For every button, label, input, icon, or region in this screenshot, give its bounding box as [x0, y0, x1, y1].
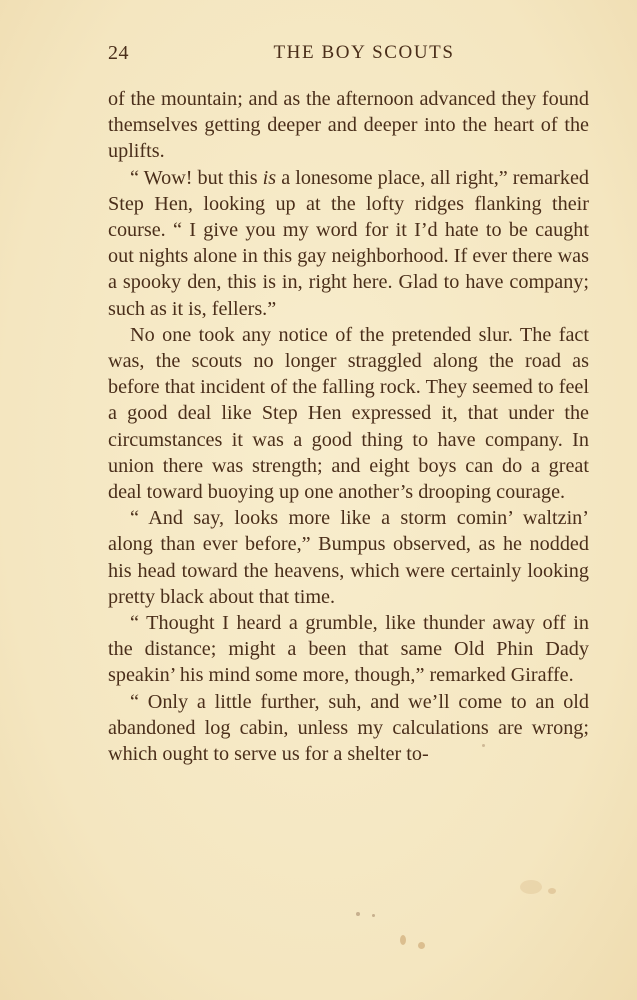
- paragraph-3: [108, 322, 589, 505]
- paragraph-4-text: “ And say, looks more like a storm comin’ waltzin’ along than ever before,” Bumpus observed, as he nodded his head toward the heavens, which were certainly looking pretty black about that time.: [108, 507, 589, 608]
- running-title: THE BOY SCOUTS: [273, 42, 455, 63]
- paragraph-2-emphasis: is: [262, 166, 277, 189]
- page-header: [108, 42, 590, 70]
- paragraph-1-text: of the mountain; and as the afternoon advanced they found themselves getting deeper and deeper into the heart of the uplifts.: [108, 88, 589, 163]
- paper-speck: [520, 880, 542, 894]
- paragraph-2-text-before: “ Wow! but this: [130, 166, 263, 189]
- paper-speck: [400, 935, 406, 945]
- paragraph-3-text: No one took any notice of the pretended slur. The fact was, the scouts no longer straggled along the road as before that incident of the falling rock. They seemed to feel a good deal like Step Hen expressed it, that under the circumstances it was a good thing to have company. In union there was strength; and eight boys can do a great deal toward buoying up one another’s drooping courage.: [108, 323, 589, 504]
- paragraph-2: [108, 165, 589, 322]
- paragraph-6: [108, 689, 589, 768]
- paper-speck: [356, 912, 360, 916]
- paragraph-5-text: “ Thought I heard a grumble, like thunder away off in the distance; might a been that same Old Phin Dady speakin’ his mind some more, though,” remarked Giraffe.: [108, 612, 589, 687]
- paragraph-2-text-after: a lonesome place, all right,” remarked Step Hen, looking up at the lofty ridges flanking their course. “ I give you my word for it I’d hate to be caught out nights alone in this gay neighborhood. If ever there was a spooky den, this is in, right here. Glad to have company; such as it is, fellers.”: [108, 166, 589, 320]
- paragraph-4: [108, 505, 589, 610]
- paper-speck: [372, 914, 375, 917]
- paragraph-6-text: “ Only a little further, suh, and we’ll come to an old abandoned log cabin, unless my calculations are wrong; which ought to serve us for a shelter to-: [108, 690, 589, 766]
- body-text: [108, 86, 589, 767]
- paper-speck: [418, 942, 425, 949]
- paper-speck: [482, 744, 485, 747]
- paper-speck: [548, 888, 556, 894]
- page-number: 24: [108, 42, 129, 64]
- paragraph-5: [108, 610, 589, 689]
- paragraph-1: [108, 86, 589, 165]
